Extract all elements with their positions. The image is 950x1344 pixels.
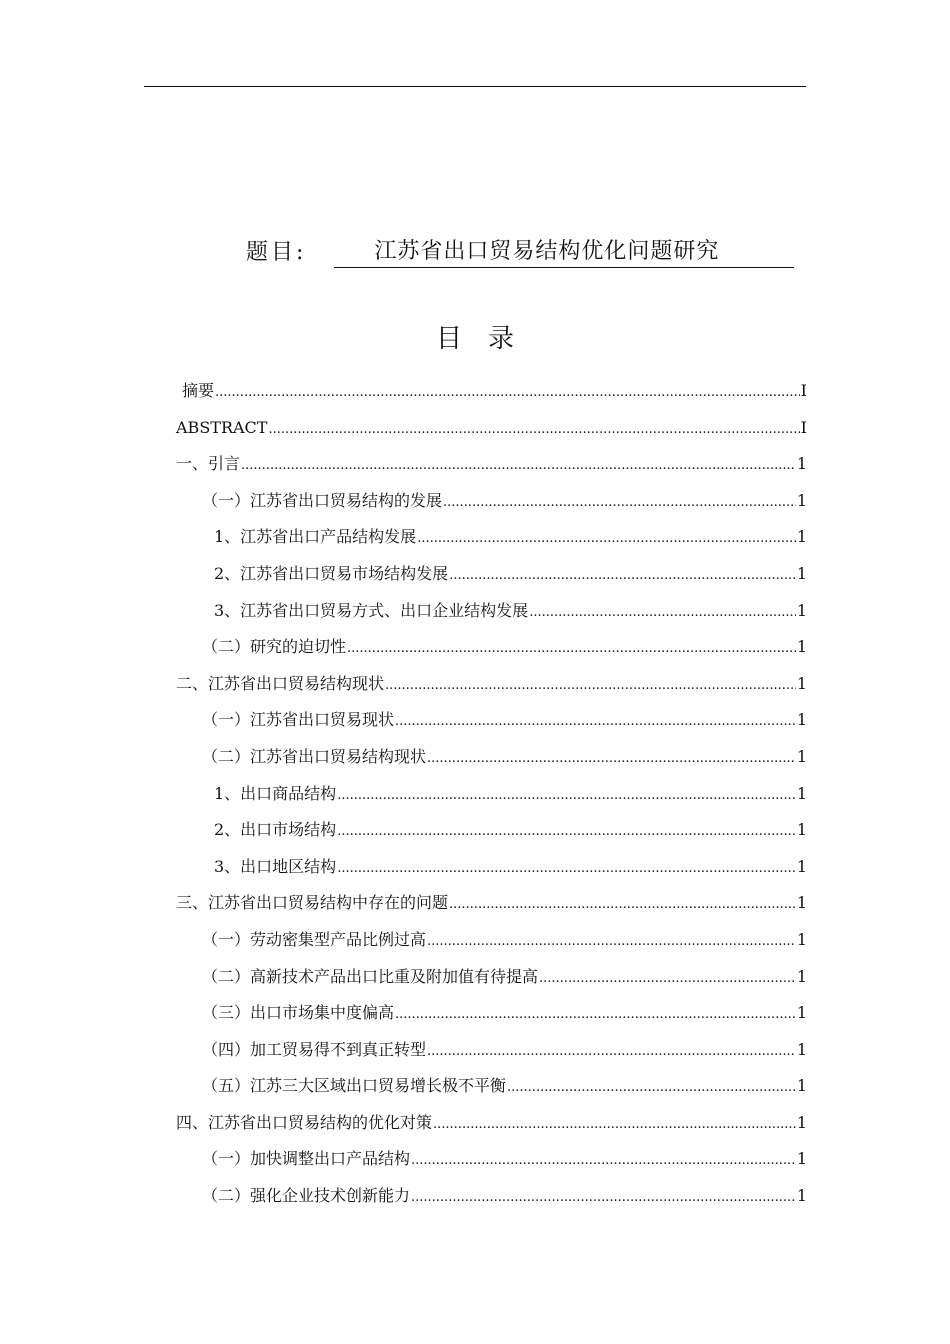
toc-dot-leader [241, 451, 796, 481]
toc-entry-text: 1、出口商品结构 [214, 783, 337, 803]
toc-entry-text: （二）研究的迫切性 [202, 637, 347, 657]
toc-entry[interactable] [176, 596, 807, 633]
toc-entry-page: 1 [796, 893, 807, 913]
toc-entry-page: 1 [796, 856, 807, 876]
toc-entry-page: 1 [796, 637, 807, 657]
toc-entry-page: I [800, 417, 807, 437]
toc-entry-page: 1 [796, 1039, 807, 1059]
title-value: 江苏省出口贸易结构优化问题研究 [334, 237, 794, 268]
toc-entry-text: 3、出口地区结构 [214, 856, 337, 876]
toc-entry[interactable] [176, 449, 807, 486]
toc-entry-page: 1 [796, 929, 807, 949]
toc-dot-leader [268, 415, 799, 445]
toc-entry-text: （二）江苏省出口贸易结构现状 [202, 746, 427, 766]
toc-entry-page: 1 [796, 966, 807, 986]
toc-entry-text: 三、江苏省出口贸易结构中存在的问题 [176, 893, 449, 913]
toc-entry-text: 摘要 [182, 381, 215, 400]
toc-entry[interactable] [176, 1108, 807, 1145]
toc-entry-page: 1 [796, 563, 807, 583]
toc-dot-leader [347, 634, 796, 664]
toc-entry-page: 1 [796, 600, 807, 620]
toc-dot-leader [449, 561, 796, 591]
toc-entry-page: 1 [796, 1112, 807, 1132]
toc-entry[interactable] [176, 888, 807, 925]
toc-dot-leader [337, 817, 796, 847]
toc-entry-text: （二）强化企业技术创新能力 [202, 1186, 411, 1206]
toc-entry[interactable] [176, 559, 807, 596]
toc-dot-leader [417, 524, 796, 554]
toc-entry-text: （三）出口市场集中度偏高 [202, 1003, 395, 1023]
toc-entry-page: 1 [796, 454, 807, 474]
toc-entry[interactable] [176, 632, 807, 669]
toc-dot-leader [427, 744, 796, 774]
toc-entry-text: （一）江苏省出口贸易现状 [202, 710, 395, 730]
toc-entry[interactable] [176, 1071, 807, 1108]
toc-entry-page: 1 [796, 746, 807, 766]
toc-entry-page: 1 [796, 1076, 807, 1096]
toc-entry[interactable] [176, 1144, 807, 1181]
toc-entry[interactable] [176, 705, 807, 742]
toc-entry[interactable] [176, 1035, 807, 1072]
toc-entry-page: 1 [796, 783, 807, 803]
toc-entry[interactable] [176, 779, 807, 816]
toc-entry-page: 1 [796, 490, 807, 510]
toc-entry-text: （五）江苏三大区域出口贸易增长极不平衡 [202, 1076, 507, 1096]
toc-dot-leader [433, 1110, 796, 1140]
toc-entry[interactable] [176, 742, 807, 779]
toc-dot-leader [443, 488, 796, 518]
toc-entry-page: 1 [796, 710, 807, 730]
toc-entry-text: （一）劳动密集型产品比例过高 [202, 929, 427, 949]
toc-entry[interactable] [176, 925, 807, 962]
toc-entry[interactable] [176, 1181, 807, 1218]
toc-dot-leader [449, 890, 796, 920]
toc-dot-leader [507, 1073, 796, 1103]
toc-entry[interactable] [176, 669, 807, 706]
toc-entry-text: 二、江苏省出口贸易结构现状 [176, 673, 385, 693]
toc-dot-leader [427, 1037, 796, 1067]
toc-dot-leader [337, 781, 796, 811]
toc-dot-leader [385, 671, 796, 701]
toc-entry[interactable] [176, 815, 807, 852]
toc-entry-text: （一）江苏省出口贸易结构的发展 [202, 490, 443, 510]
toc-dot-leader [395, 1000, 796, 1030]
toc-heading: 目录 [435, 324, 540, 354]
toc-dot-leader [539, 964, 796, 994]
title-label: 题目: [246, 240, 307, 265]
toc-entry-page: 1 [796, 527, 807, 547]
toc-entry-text: 一、引言 [176, 454, 241, 474]
header-rule [144, 86, 806, 87]
toc-entry[interactable] [176, 852, 807, 889]
toc-entry-page: 1 [796, 1186, 807, 1206]
toc-entry-page: 1 [796, 820, 807, 840]
toc-dot-leader [215, 378, 800, 408]
toc-entry-text: 1、江苏省出口产品结构发展 [214, 527, 417, 547]
toc-dot-leader [337, 854, 796, 884]
toc-entry-page: 1 [796, 1149, 807, 1169]
toc-entry-text: 2、江苏省出口贸易市场结构发展 [214, 563, 449, 583]
toc-entry-text: ABSTRACT [176, 417, 268, 437]
toc-entry[interactable] [176, 413, 807, 450]
toc-entry[interactable] [176, 998, 807, 1035]
toc-list [176, 376, 807, 1218]
toc-entry[interactable] [176, 486, 807, 523]
toc-entry-text: （二）高新技术产品出口比重及附加值有待提高 [202, 966, 539, 986]
toc-dot-leader [427, 927, 796, 957]
toc-entry-text: 2、出口市场结构 [214, 820, 337, 840]
toc-entry-text: 四、江苏省出口贸易结构的优化对策 [176, 1112, 433, 1132]
toc-entry[interactable] [176, 522, 807, 559]
toc-entry-page: I [800, 381, 807, 400]
toc-entry-text: 3、江苏省出口贸易方式、出口企业结构发展 [214, 600, 529, 620]
toc-dot-leader [411, 1183, 796, 1213]
toc-dot-leader [529, 598, 796, 628]
toc-entry-text: （四）加工贸易得不到真正转型 [202, 1039, 427, 1059]
toc-dot-leader [395, 707, 796, 737]
toc-entry[interactable] [176, 376, 807, 413]
thesis-title [246, 234, 794, 268]
toc-entry-page: 1 [796, 673, 807, 693]
toc-entry[interactable] [176, 962, 807, 999]
toc-dot-leader [411, 1146, 796, 1176]
toc-entry-text: （一）加快调整出口产品结构 [202, 1149, 411, 1169]
toc-entry-page: 1 [796, 1003, 807, 1023]
